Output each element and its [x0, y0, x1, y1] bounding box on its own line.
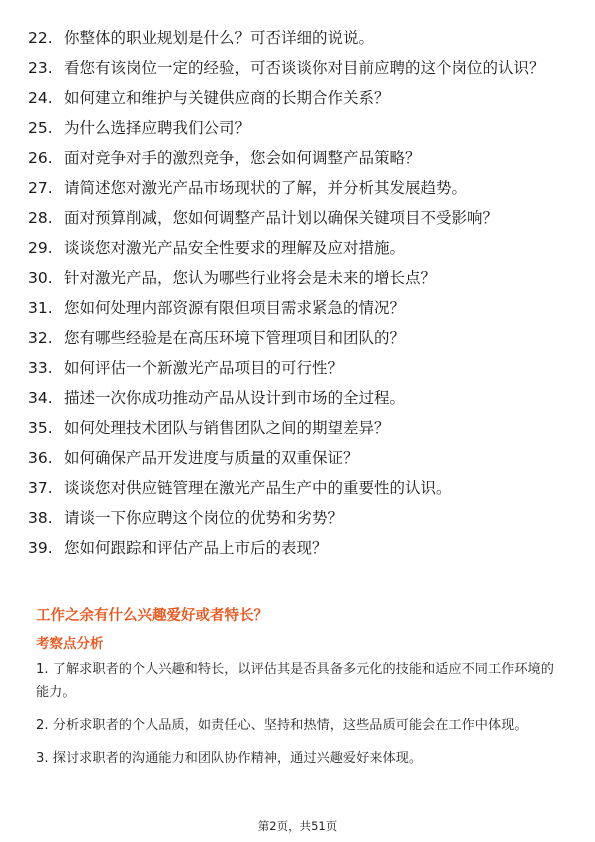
question-item: [28, 267, 568, 289]
question-number: 37.: [28, 479, 53, 497]
question-text: 如何建立和维护与关键供应商的长期合作关系？: [64, 89, 390, 107]
question-item: [28, 57, 568, 79]
question-item: [28, 537, 568, 559]
question-number: 35.: [28, 419, 53, 437]
question-text: 请简述您对激光产品市场现状的了解，并分析其发展趋势。: [64, 179, 468, 197]
question-number: 36.: [28, 449, 53, 467]
question-text: 请谈一下你应聘这个岗位的优势和劣势？: [64, 509, 344, 527]
question-item: [28, 27, 568, 49]
question-item: [28, 297, 568, 319]
analysis-subheading: 考察点分析: [36, 636, 104, 652]
question-text: 你整体的职业规划是什么？可否详细的说说。: [64, 29, 375, 47]
question-number: 34.: [28, 389, 53, 407]
question-text: 谈谈您对激光产品安全性要求的理解及应对措施。: [64, 239, 406, 257]
analysis-point: 1. 了解求职者的个人兴趣和特长，以评估其是否具备多元化的技能和适应不同工作环境的能力。: [36, 662, 554, 700]
page-number-footer: 第2页，共51页: [257, 819, 338, 833]
question-number: 24.: [28, 89, 53, 107]
question-number: 31.: [28, 299, 53, 317]
question-text: 为什么选择应聘我们公司？: [64, 119, 251, 137]
question-number: 27.: [28, 179, 53, 197]
question-item: [28, 477, 568, 499]
question-text: 针对激光产品，您认为哪些行业将会是未来的增长点？: [64, 269, 437, 287]
question-number: 25.: [28, 119, 53, 137]
question-item: [28, 117, 568, 139]
question-item: [28, 507, 568, 529]
question-number: 32.: [28, 329, 53, 347]
question-text: 您如何跟踪和评估产品上市后的表现？: [64, 539, 328, 557]
question-item: [28, 87, 568, 109]
question-item: [28, 237, 568, 259]
question-text: 面对竞争对手的激烈竞争，您会如何调整产品策略？: [64, 149, 421, 167]
question-item: [28, 327, 568, 349]
analysis-point: 2. 分析求职者的个人品质，如责任心、坚持和热情，这些品质可能会在工作中体现。: [36, 718, 528, 733]
question-item: [28, 447, 568, 469]
analysis-points: [36, 658, 566, 780]
question-text: 看您有该岗位一定的经验，可否谈谈你对目前应聘的这个岗位的认识？: [64, 59, 545, 77]
question-text: 谈谈您对供应链管理在激光产品生产中的重要性的认识。: [64, 479, 452, 497]
question-number: 39.: [28, 539, 53, 557]
question-text: 描述一次你成功推动产品从设计到市场的全过程。: [64, 389, 406, 407]
question-item: [28, 387, 568, 409]
question-text: 您有哪些经验是在高压环境下管理项目和团队的？: [64, 329, 406, 347]
question-text: 如何确保产品开发进度与质量的双重保证？: [64, 449, 359, 467]
analysis-point: 3. 探讨求职者的沟通能力和团队协作精神，通过兴趣爱好来体现。: [36, 751, 423, 766]
question-item: [28, 207, 568, 229]
question-number: 22.: [28, 29, 53, 47]
question-number: 30.: [28, 269, 53, 287]
question-item: [28, 147, 568, 169]
question-item: [28, 357, 568, 379]
question-number: 29.: [28, 239, 53, 257]
question-item: [28, 177, 568, 199]
question-number: 33.: [28, 359, 53, 377]
question-text: 您如何处理内部资源有限但项目需求紧急的情况？: [64, 299, 406, 317]
question-number: 28.: [28, 209, 53, 227]
question-number: 23.: [28, 59, 53, 77]
question-list: [28, 27, 568, 567]
question-number: 38.: [28, 509, 53, 527]
question-number: 26.: [28, 149, 53, 167]
question-item: [28, 417, 568, 439]
question-text: 如何处理技术团队与销售团队之间的期望差异？: [64, 419, 390, 437]
section-heading: 工作之余有什么兴趣爱好或者特长？: [36, 608, 268, 624]
question-text: 如何评估一个新激光产品项目的可行性？: [64, 359, 344, 377]
question-text: 面对预算削减，您如何调整产品计划以确保关键项目不受影响？: [64, 209, 499, 227]
